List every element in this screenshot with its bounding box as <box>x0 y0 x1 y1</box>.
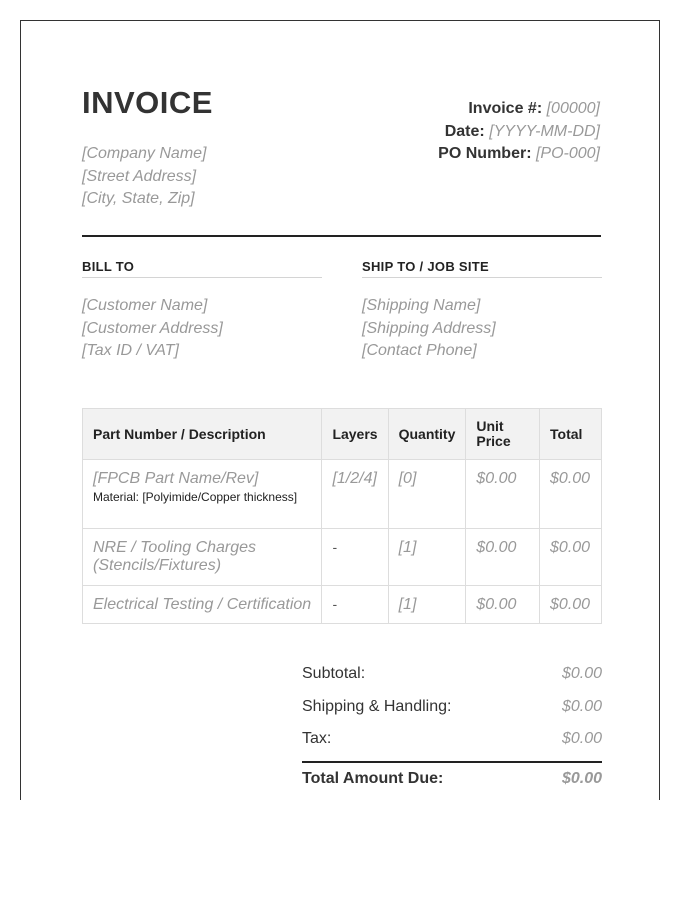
company-city: [City, State, Zip] <box>82 190 195 207</box>
customer-tax-id: [Tax ID / VAT] <box>82 342 179 359</box>
subtotal-row <box>302 658 602 691</box>
item-description-cell <box>83 586 322 624</box>
tax-label: Tax: <box>302 730 332 748</box>
item-layers: - <box>332 539 338 555</box>
line-items-table <box>82 408 602 624</box>
company-street: [Street Address] <box>82 167 197 185</box>
col-header-description: Part Number / Description <box>83 409 322 460</box>
item-quantity-cell <box>388 529 466 586</box>
subtotal-value: $0.00 <box>561 665 602 683</box>
invoice-number-label: Invoice #: <box>468 100 543 117</box>
item-layers-cell <box>322 529 388 586</box>
item-material: Material: [Polyimide/Copper thickness] <box>93 490 298 504</box>
item-total: $0.00 <box>550 539 591 556</box>
item-layers: [1/2/4] <box>332 470 377 487</box>
contact-phone: [Contact Phone] <box>362 342 477 359</box>
invoice-sheet <box>20 20 660 800</box>
shipping-name: [Shipping Name] <box>362 297 481 314</box>
item-layers-cell <box>322 586 388 624</box>
shipping-label: Shipping & Handling: <box>302 697 452 715</box>
company-name: [Company Name] <box>82 145 207 162</box>
item-quantity: [1] <box>398 596 417 613</box>
bill-to-heading: BILL TO <box>82 259 322 278</box>
item-unit-price: $0.00 <box>476 539 517 556</box>
item-total: $0.00 <box>550 596 591 613</box>
subtotal-label: Subtotal: <box>302 665 366 683</box>
tax-value: $0.00 <box>561 730 602 748</box>
customer-name: [Customer Name] <box>82 297 208 314</box>
totals-section <box>302 658 602 795</box>
item-description-cell <box>83 460 322 529</box>
invoice-date-row <box>438 121 600 144</box>
item-unit-price: $0.00 <box>476 470 517 487</box>
item-quantity-cell <box>388 586 466 624</box>
shipping-address: [Shipping Address] <box>362 319 496 337</box>
item-quantity-cell <box>388 460 466 529</box>
item-quantity: [1] <box>398 539 417 556</box>
item-unit-price-cell <box>466 529 540 586</box>
item-quantity: [0] <box>398 470 417 487</box>
invoice-date-label: Date: <box>444 122 485 140</box>
po-number-value: [PO-000] <box>535 145 600 162</box>
item-description-cell <box>83 529 322 586</box>
item-description: NRE / Tooling Charges (Stencils/Fixtures) <box>93 539 257 574</box>
item-unit-price: $0.00 <box>476 596 517 613</box>
item-description: [FPCB Part Name/Rev] <box>93 470 259 487</box>
item-total-cell <box>540 586 602 624</box>
col-header-total: Total <box>540 409 602 460</box>
invoice-number-value: [00000] <box>546 100 600 117</box>
ship-to-section <box>362 259 602 363</box>
table-row <box>83 529 602 586</box>
item-unit-price-cell <box>466 586 540 624</box>
item-description: Electrical Testing / Certification <box>93 596 312 613</box>
table-row <box>83 586 602 624</box>
col-header-layers: Layers <box>322 409 388 460</box>
shipping-row <box>302 691 602 724</box>
customer-address: [Customer Address] <box>82 319 223 337</box>
tax-row <box>302 723 602 756</box>
bill-to-section <box>82 259 322 363</box>
company-info <box>82 143 207 211</box>
invoice-meta <box>438 98 600 166</box>
invoice-date-value: [YYYY-MM-DD] <box>489 122 600 140</box>
total-due-row <box>302 761 602 795</box>
total-due-label: Total Amount Due: <box>302 769 444 787</box>
table-header-row <box>83 409 602 460</box>
shipping-value: $0.00 <box>561 697 602 715</box>
po-number-row <box>438 143 600 166</box>
item-layers: - <box>332 596 338 612</box>
po-number-label: PO Number: <box>438 145 532 162</box>
header-divider <box>82 235 601 237</box>
col-header-quantity: Quantity <box>388 409 466 460</box>
ship-to-heading: SHIP TO / JOB SITE <box>362 259 602 278</box>
col-header-unit-price: Unit Price <box>466 409 540 460</box>
item-total-cell <box>540 460 602 529</box>
invoice-title: INVOICE <box>82 85 213 120</box>
item-unit-price-cell <box>466 460 540 529</box>
item-layers-cell <box>322 460 388 529</box>
table-row <box>83 460 602 529</box>
total-due-value: $0.00 <box>561 769 602 787</box>
invoice-number-row <box>438 98 600 121</box>
item-total-cell <box>540 529 602 586</box>
item-total: $0.00 <box>550 470 591 487</box>
